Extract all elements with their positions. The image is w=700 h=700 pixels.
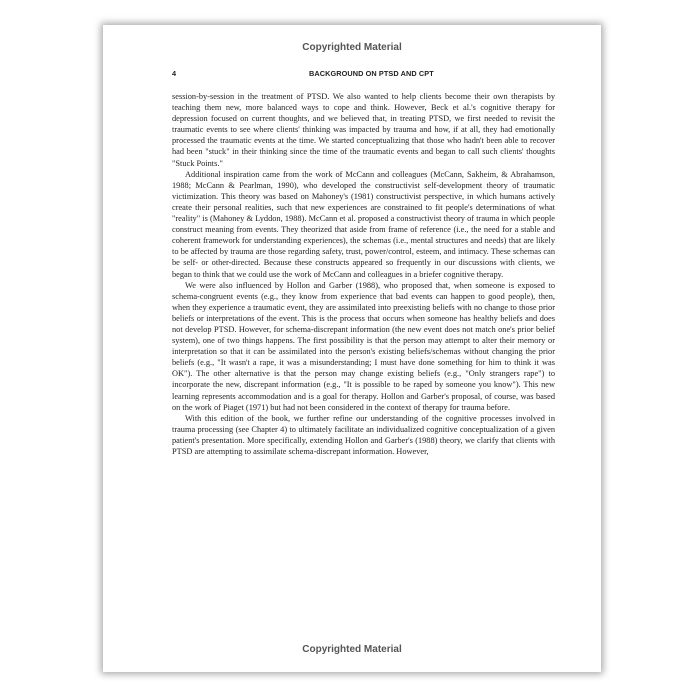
paragraph-3: We were also influenced by Hollon and Garber (1988), who proposed that, when someone is exposed to schema-congruent events (e.g., they know from experience that bad events can happen to good people), then, when they experience a traumatic event, they are assimilated into preexisting beliefs with no change to those prior beliefs or interpretations of the event. This is the process that occurs when someone has healthy beliefs and does not develop PTSD. However, for schema-discrepant information (the new event does not match one's prior belief system), one of two things happens. The first possibility is that the person may attempt to alter their memory or interpretation so that it can be assimilated into the person's existing beliefs/schemas without changing the prior beliefs (e.g., "It wasn't a rape, it was a misunderstanding; I must have done something for him to think it was OK"). The other alternative is that the person may change existing beliefs (e.g., "Only strangers rape") to incorporate the new, discrepant information (e.g., "It is possible to be raped by someone you know"). This new learning represents accommodation and is a goal for therapy. Hollon and Garber's proposal, of course, was based on the work of Piaget (1971) but had not been considered in the context of therapy for trauma before. (172, 280, 555, 412)
copyright-watermark-bottom: Copyrighted Material (302, 644, 402, 655)
running-head (172, 69, 555, 81)
paragraph-1: session-by-session in the treatment of PTSD. We also wanted to help clients become their own therapists by teaching them new, more balanced ways to cope and think. However, Beck et al.'s cognitive therapy for depression focused on current thoughts, and we believed that, in treating PTSD, we first needed to revisit the traumatic events to see where clients' thinking was impacted by trauma and how, if at all, they had emotionally processed the traumatic events at the time. We started conceptualizing that those who hadn't been able to recover had been "stuck" in their thinking since the time of the traumatic events and began to call such clients' thoughts "Stuck Points." (172, 92, 555, 168)
copyright-watermark-top: Copyrighted Material (302, 42, 402, 53)
page-number: 4 (172, 69, 177, 78)
paragraph-2: Additional inspiration came from the work of McCann and colleagues (McCann, Sakheim, & Abrahamson, 1988; McCann & Pearlman, 1990), who developed the constructivist self-development theory of traumatic victimization. This theory was based on Mahoney's (1981) constructivist perspective, in which humans actively create their personal realities, such that new experiences are constrained to fit people's determinations of what "reality" is (Mahoney & Lyddon, 1988). McCann et al. proposed a constructivist theory of trauma in which people construct meaning from events. They theorized that aside from frame of reference (i.e., the need for a stable and coherent framework for understanding experiences), the schemas (i.e., mental structures and needs) that are likely to be affected by trauma are those regarding safety, trust, power/control, esteem, and intimacy. These schemas can be self- or other-directed. Because these constructs appeared so frequently in our discussions with clients, we began to think that we could use the work of McCann and colleagues in a briefer cognitive therapy. (172, 169, 555, 279)
paragraph-4: With this edition of the book, we further refine our understanding of the cognitive processes involved in trauma processing (see Chapter 4) to ultimately facilitate an individualized cognitive conceptualization of a given patient's presentation. More specifically, extending Hollon and Garber's (1988) theory, we clarify that clients with PTSD are attempting to assimilate schema-discrepant information. However, (172, 413, 555, 456)
body-text (172, 91, 555, 457)
book-page (103, 25, 601, 672)
running-head-title: BACKGROUND ON PTSD AND CPT (309, 69, 434, 78)
